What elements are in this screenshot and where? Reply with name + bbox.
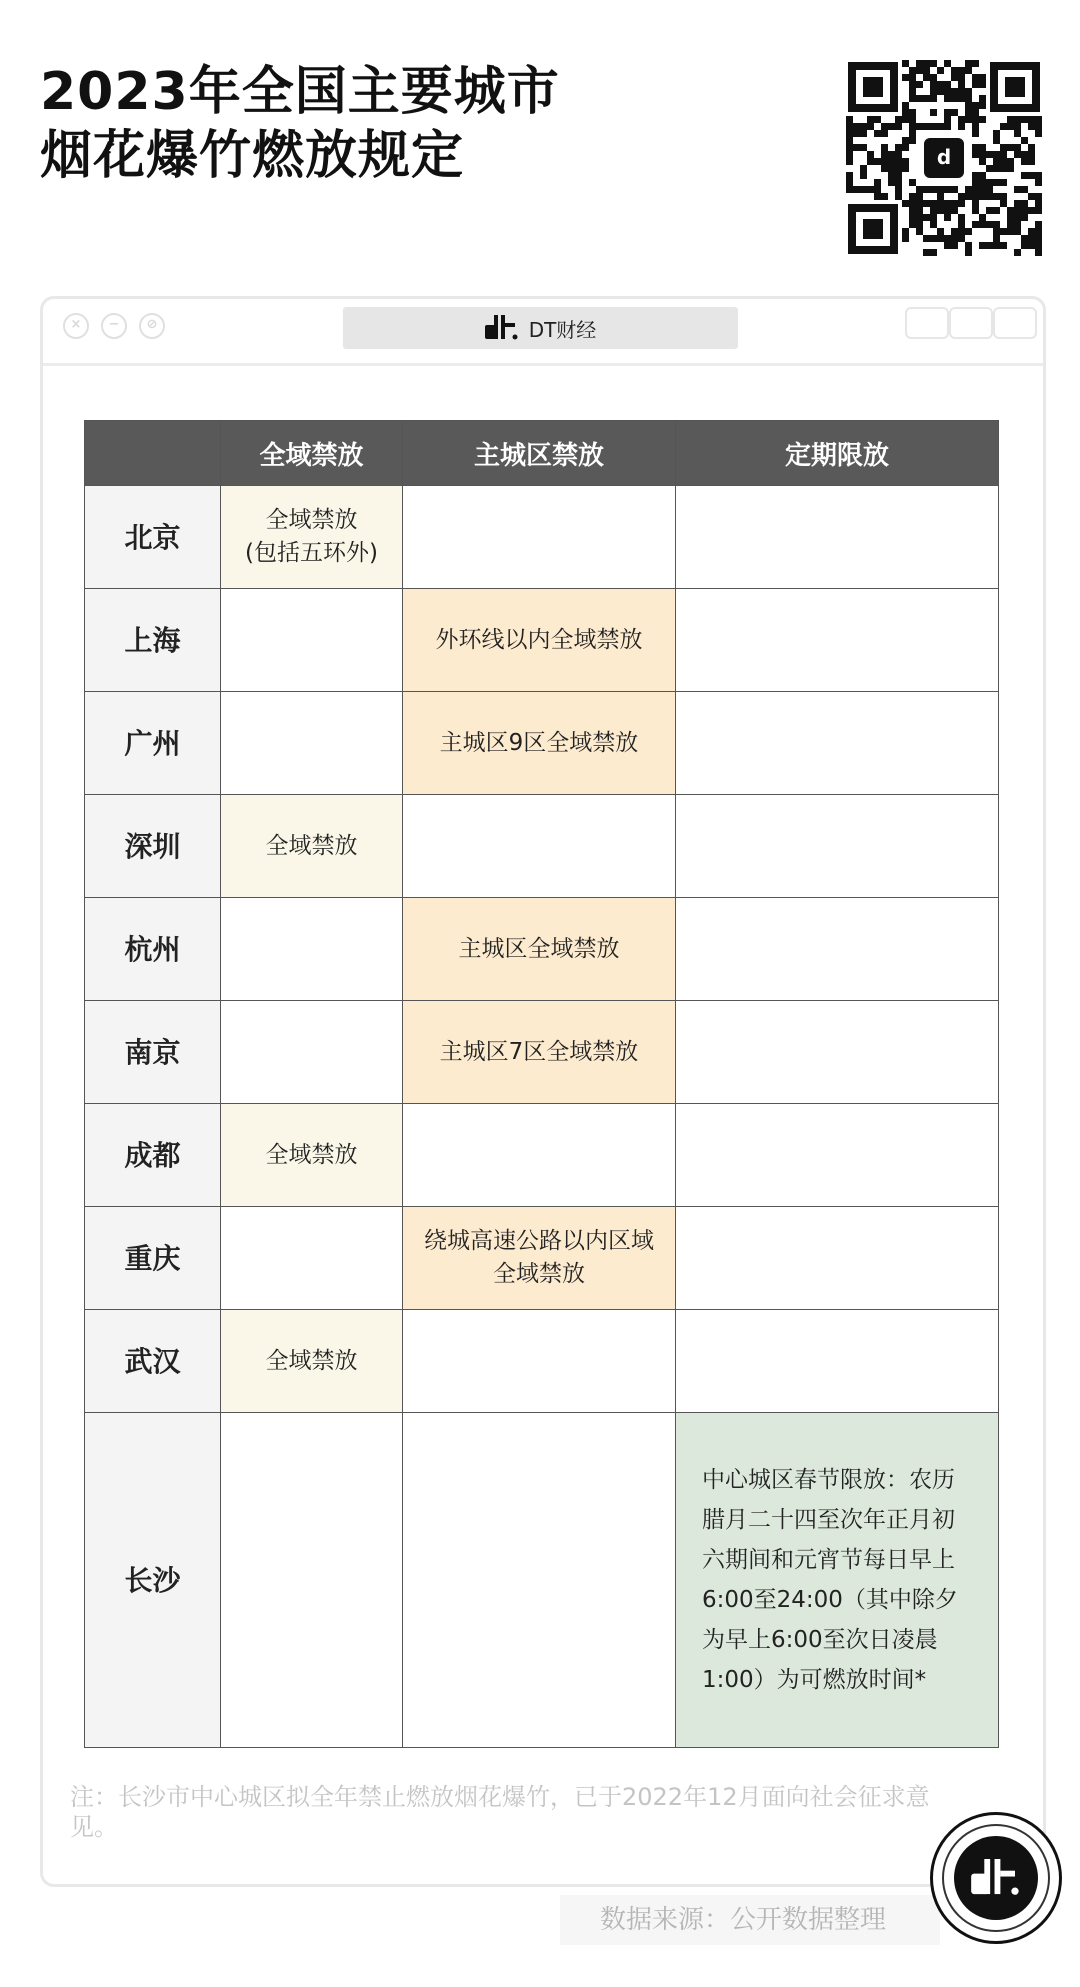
table-row [85,1310,999,1413]
table-row [85,1001,999,1104]
city-cell: 长沙 [85,1413,221,1748]
title-line-1: 2023年全国主要城市 [40,62,560,122]
rule-cell [676,898,999,1001]
rule-cell [676,795,999,898]
table-row [85,692,999,795]
rule-cell [676,486,999,589]
title-line-2: 烟花爆竹燃放规定 [40,126,465,186]
window-titlebar [43,299,1043,366]
city-cell: 成都 [85,1104,221,1207]
rule-cell: 主城区全域禁放 [403,898,676,1001]
table-row [85,898,999,1001]
city-cell: 重庆 [85,1207,221,1310]
rule-cell: 全域禁放 [221,1310,403,1413]
rule-cell: 中心城区春节限放：农历腊月二十四至次年正月初六期间和元宵节每日早上6:00至24:00（其中除夕为早上6:00至次日凌晨1:00）为可燃放时间* [676,1413,999,1748]
page-title [40,60,560,188]
rule-cell [403,1310,676,1413]
city-cell: 上海 [85,589,221,692]
rule-cell [221,1413,403,1748]
column-header: 主城区禁放 [403,421,676,486]
table-row [85,589,999,692]
city-cell: 深圳 [85,795,221,898]
rule-cell: 主城区9区全域禁放 [403,692,676,795]
rule-cell [403,1104,676,1207]
dt-logo-icon [970,1859,1022,1897]
city-cell: 北京 [85,486,221,589]
city-cell: 广州 [85,692,221,795]
rule-cell: 全域禁放 [221,795,403,898]
qr-code[interactable] [846,60,1042,256]
address-label: DT财经 [528,317,597,342]
table-row [85,1413,999,1748]
address-bar[interactable] [343,307,738,349]
rule-cell: 全域禁放 (包括五环外) [221,486,403,589]
rule-cell [221,1207,403,1310]
column-header: 全域禁放 [221,421,403,486]
rule-cell [676,1310,999,1413]
svg-text:d: d [936,145,952,169]
column-header: 定期限放 [676,421,999,486]
record-icon[interactable] [905,307,949,339]
copy-icon[interactable] [993,307,1037,339]
dt-logo-icon [485,315,519,341]
table-row [85,486,999,589]
close-icon[interactable]: × [63,313,89,339]
rule-cell [403,486,676,589]
rule-cell [403,795,676,898]
city-cell: 武汉 [85,1310,221,1413]
rule-cell: 全域禁放 [221,1104,403,1207]
minimize-icon[interactable]: − [101,313,127,339]
maximize-icon[interactable]: ⊘ [139,313,165,339]
city-cell: 杭州 [85,898,221,1001]
rule-cell [403,1413,676,1748]
city-cell: 南京 [85,1001,221,1104]
footnote: 注：长沙市中心城区拟全年禁止燃放烟花爆竹，已于2022年12月面向社会征求意见。 [70,1783,930,1841]
rule-cell [676,1104,999,1207]
table-row [85,1207,999,1310]
column-header [85,421,221,486]
rule-cell [676,589,999,692]
share-icon[interactable] [949,307,993,339]
dt-badge-logo [930,1812,1062,1944]
regulation-table [84,420,999,1748]
rule-cell: 主城区7区全域禁放 [403,1001,676,1104]
table-row [85,795,999,898]
rule-cell [221,1001,403,1104]
rule-cell: 绕城高速公路以内区域 全域禁放 [403,1207,676,1310]
rule-cell [221,692,403,795]
data-source: 数据来源：公开数据整理 [560,1895,940,1945]
table-header-row [85,421,999,486]
rule-cell: 外环线以内全域禁放 [403,589,676,692]
rule-cell [676,692,999,795]
rule-cell [221,589,403,692]
table-row [85,1104,999,1207]
rule-cell [676,1001,999,1104]
rule-cell [221,898,403,1001]
rule-cell [676,1207,999,1310]
